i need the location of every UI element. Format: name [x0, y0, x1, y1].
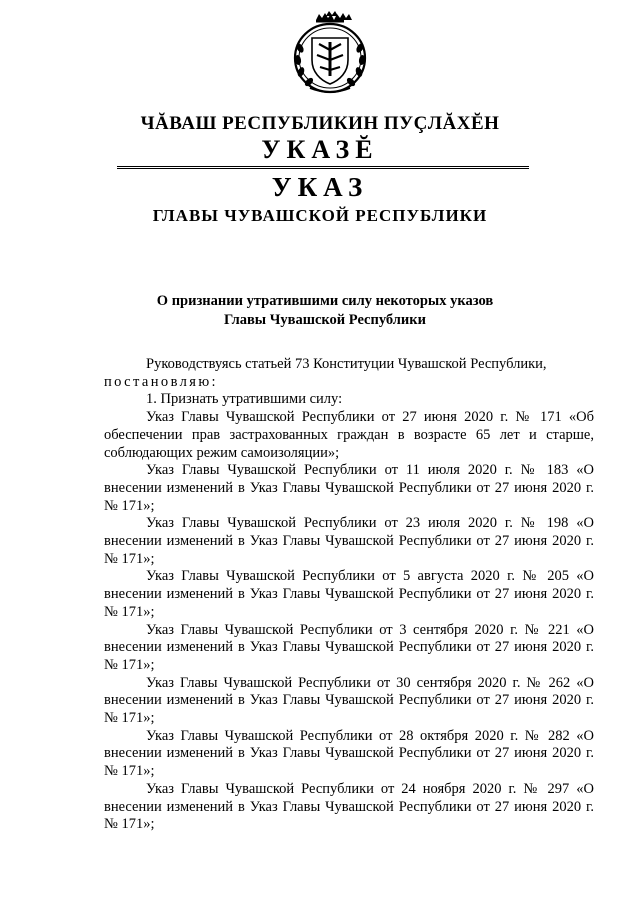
decree-list-item: Указ Главы Чувашской Республики от 11 июля 2020 г. № 183 «О внесении изменений в Указ Главы Чувашской Республики от 27 июня 2020 г. № 171»; — [104, 462, 594, 514]
postanovlyayu-paragraph — [104, 374, 594, 392]
decree-list-item: Указ Главы Чувашской Республики от 5 августа 2020 г. № 205 «О внесении изменений в Указ Главы Чувашской Республики от 27 июня 2020 г. № 171»; — [104, 568, 594, 620]
document-title-line-1: О признании утратившими силу некоторых указов — [156, 293, 494, 309]
russian-header-subtitle: ГЛАВЫ ЧУВАШСКОЙ РЕСПУБЛИКИ — [152, 206, 488, 225]
item-1-heading: 1. Признать утратившими силу: — [146, 391, 343, 408]
decree-list-item: Указ Главы Чувашской Республики от 30 сентября 2020 г. № 262 «О внесении изменений в Указ Главы Чувашской Республики от 27 июня 2020 г. № 171»; — [104, 674, 594, 727]
postanovlyayu-text: постановляю: — [104, 373, 218, 390]
chuvash-header-title: ЧĂВАШ РЕСПУБЛИКИН ПУÇЛĂХĔН — [140, 113, 500, 134]
preamble-paragraph — [104, 356, 594, 374]
decree-list-item: Указ Главы Чувашской Республики от 28 октября 2020 г. № 282 «О внесении изменений в Указ Главы Чувашской Республики от 27 июня 2020 г. № 171»; — [104, 727, 594, 780]
decree-list-item: Указ Главы Чувашской Республики от 3 сентября 2020 г. № 221 «О внесении изменений в Указ Главы Чувашской Республики от 27 июня 2020 г. № 171»; — [104, 621, 594, 673]
russian-ukaz-heading: УКАЗ — [271, 172, 369, 202]
preamble-text: Руководствуясь статьей 73 Конституции Чувашской Республики, — [146, 356, 547, 372]
coat-of-arms-emblem — [290, 10, 370, 96]
document-body — [104, 356, 594, 834]
header-divider — [117, 166, 529, 169]
decree-list-item: Указ Главы Чувашской Республики от 24 ноября 2020 г. № 297 «О внесении изменений в Указ Главы Чувашской Республики от 27 июня 2020 г. № 171»; — [104, 780, 594, 833]
chuvash-ukaz-heading: УКАЗĔ — [261, 135, 379, 164]
document-title-line-2: Главы Чувашской Республики — [223, 312, 426, 328]
decree-list-item: Указ Главы Чувашской Республики от 27 июня 2020 г. № 171 «Об обеспечении прав застрахованных граждан в возрасте 65 лет и старше, соблюдающих режим самоизоляции»; — [104, 409, 594, 461]
decree-list-item: Указ Главы Чувашской Республики от 23 июля 2020 г. № 198 «О внесении изменений в Указ Главы Чувашской Республики от 27 июня 2020 г. № 171»; — [104, 515, 594, 567]
document-title — [118, 292, 532, 330]
